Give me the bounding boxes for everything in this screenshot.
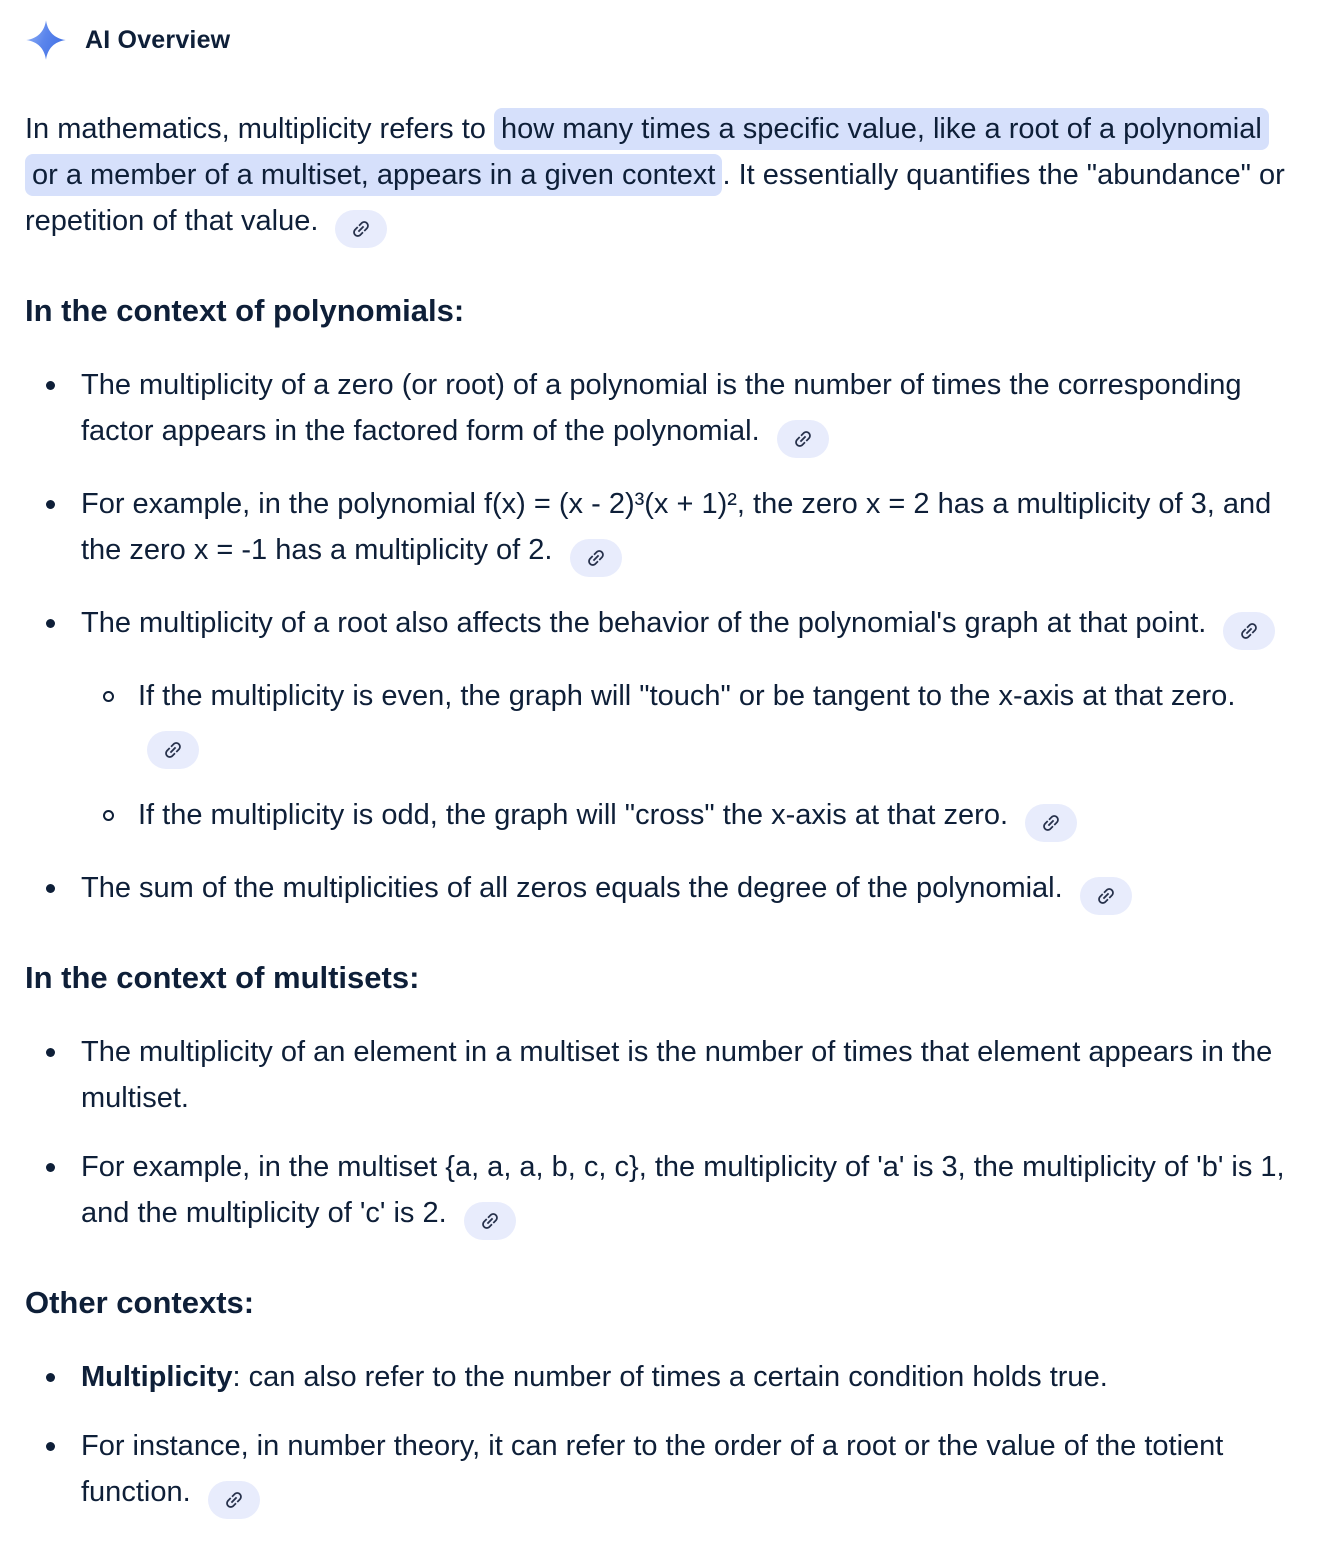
ai-overview-header xyxy=(25,16,1286,62)
list-item-text: : can also refer to the number of times a certain condition holds true. xyxy=(232,1361,1108,1393)
ai-overview-title: AI Overview xyxy=(85,26,231,54)
list-item-text: For example, in the polynomial f(x) = (x - 2)³(x + 1)², the zero x = 2 has a multiplicity of 3, and the zero x = -1 has a multiplicity of 2. xyxy=(81,488,1272,566)
list-item-text: For instance, in number theory, it can refer to the order of a root or the value of the totient function. xyxy=(81,1430,1224,1508)
multisets-list xyxy=(25,1029,1286,1240)
list-item-text: The multiplicity of an element in a multiset is the number of times that element appears in the multiset. xyxy=(81,1036,1273,1114)
intro-text-after: . It essentially quantifies the "abundance" or repetition of that value. xyxy=(25,159,1285,237)
intro-paragraph xyxy=(25,106,1286,248)
list-item xyxy=(25,1144,1286,1240)
sub-list-item-text: If the multiplicity is odd, the graph will "cross" the x-axis at that zero. xyxy=(138,799,1008,831)
sub-list-item-text: If the multiplicity is even, the graph will "touch" or be tangent to the x-axis at that zero. xyxy=(138,680,1236,712)
section-heading-multisets: In the context of multisets: xyxy=(25,960,420,995)
link-icon xyxy=(1036,807,1067,838)
section-heading-polynomials: In the context of polynomials: xyxy=(25,293,465,328)
link-icon xyxy=(787,423,818,454)
sub-list-item xyxy=(25,673,1286,769)
sub-list-item xyxy=(25,792,1286,842)
link-icon xyxy=(580,542,611,573)
list-item xyxy=(25,481,1286,577)
list-item-text: The sum of the multiplicities of all zeros equals the degree of the polynomial. xyxy=(81,872,1063,904)
citation-chip[interactable] xyxy=(464,1202,516,1240)
bullet-dot xyxy=(46,619,55,628)
section-heading-other-contexts: Other contexts: xyxy=(25,1285,255,1320)
list-item xyxy=(25,362,1286,458)
link-icon xyxy=(218,1484,249,1515)
citation-chip[interactable] xyxy=(1025,804,1077,842)
citation-chip[interactable] xyxy=(1223,612,1275,650)
list-item xyxy=(25,865,1286,915)
citation-chip[interactable] xyxy=(1080,877,1132,915)
bullet-dot xyxy=(46,884,55,893)
bullet-dot xyxy=(46,500,55,509)
list-item xyxy=(25,1423,1286,1519)
bullet-dot xyxy=(46,1373,55,1382)
bullet-dot xyxy=(46,1048,55,1057)
link-icon xyxy=(1090,880,1121,911)
list-item-text: The multiplicity of a root also affects the behavior of the polynomial's graph at that point. xyxy=(81,607,1207,639)
hollow-bullet-dot xyxy=(103,810,114,821)
citation-chip[interactable] xyxy=(335,210,387,248)
polynomials-sublist xyxy=(25,673,1286,842)
bullet-dot xyxy=(46,1442,55,1451)
polynomials-list xyxy=(25,362,1286,915)
citation-chip[interactable] xyxy=(570,539,622,577)
citation-chip[interactable] xyxy=(147,731,199,769)
list-item xyxy=(25,1354,1286,1400)
highlighted-text: how many times a specific value, like a root of a polynomial or a member of a multiset, appears in a given context xyxy=(25,108,1269,196)
gemini-sparkle-icon xyxy=(25,18,67,62)
bullet-dot xyxy=(46,1163,55,1172)
list-item-bold-term: Multiplicity xyxy=(81,1361,233,1393)
link-icon xyxy=(474,1205,505,1236)
list-item-text: For example, in the multiset {a, a, a, b, c, c}, the multiplicity of 'a' is 3, the multiplicity of 'b' is 1, and the multiplicity of 'c' is 2. xyxy=(81,1151,1285,1229)
citation-chip[interactable] xyxy=(208,1481,260,1519)
list-item xyxy=(25,1029,1286,1121)
hollow-bullet-dot xyxy=(103,691,114,702)
list-item xyxy=(25,600,1286,650)
list-item-text: The multiplicity of a zero (or root) of a polynomial is the number of times the corresponding factor appears in the factored form of the polynomial. xyxy=(81,369,1242,447)
other-contexts-list xyxy=(25,1354,1286,1519)
link-icon xyxy=(346,213,377,244)
bullet-dot xyxy=(46,381,55,390)
link-icon xyxy=(157,734,188,765)
link-icon xyxy=(1234,615,1265,646)
citation-chip[interactable] xyxy=(777,420,829,458)
intro-text-before: In mathematics, multiplicity refers to xyxy=(25,113,486,145)
